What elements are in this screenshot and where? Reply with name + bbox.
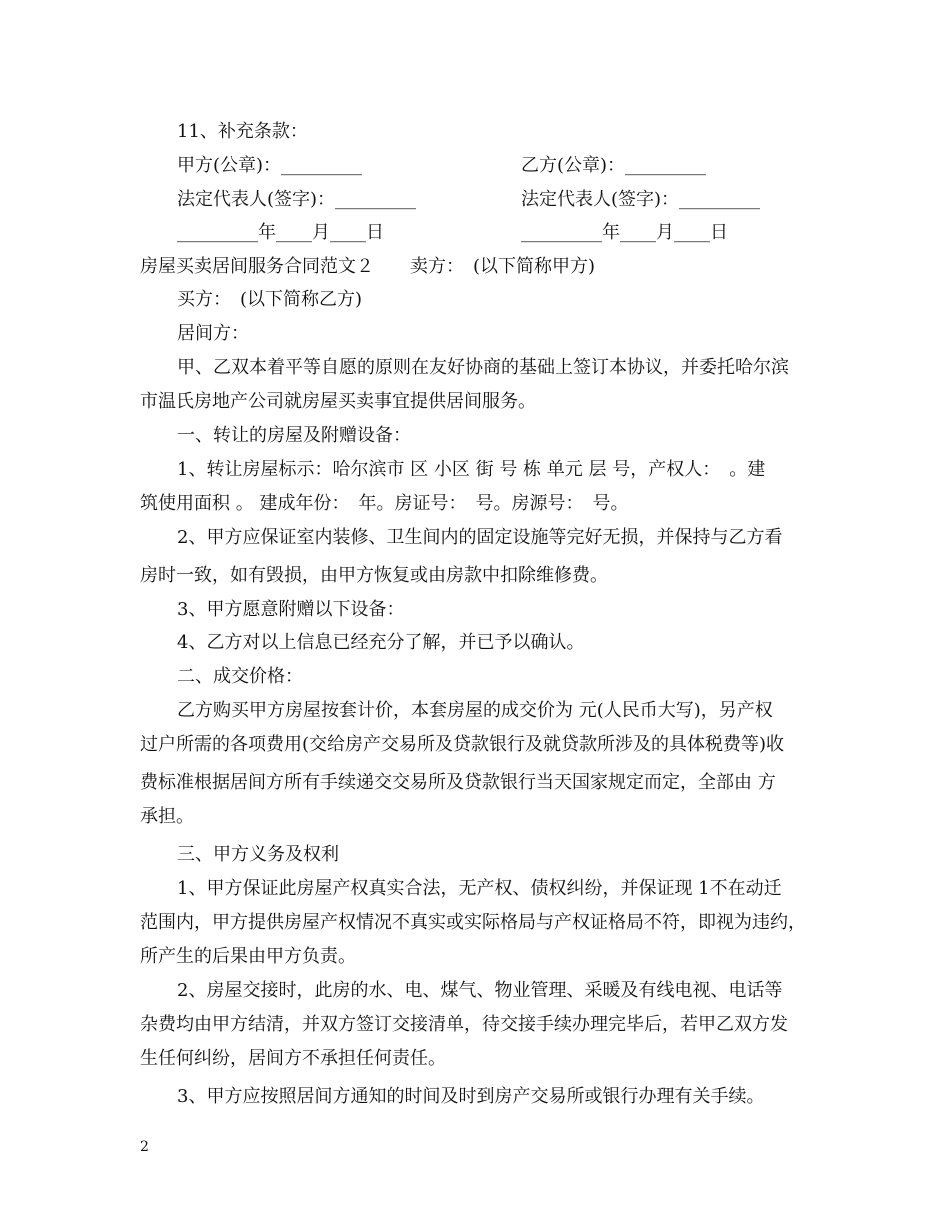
section-2-line-4: 承担。 [140,806,194,827]
section-2-line-3: 费标准根据居间方所有手续递交交易所及贷款银行当天国家规定而定，全部由 方 [140,772,776,793]
buyer-line: 买方： (以下简称乙方) [177,289,363,310]
section-2-line-1: 乙方购买甲方房屋按套计价，本套房屋的成交价为 元(人民币大写)，另产权 [177,700,773,721]
party-b-rep-line: 法定代表人(签字)：_________ [521,189,761,210]
intermediary-line: 居间方： [177,323,249,344]
party-a-date-line: _________年____月____日 [177,222,384,243]
section-3-item-2-line-2: 杂费均由甲方结清，并双方签订交接清单，待交接手续办理完毕后，若甲乙双方发 [140,1014,788,1035]
section-3-item-1-line-2: 范围内，甲方提供房屋产权情况不真实或实际格局与产权证格局不符，即视为违约， [140,912,806,933]
section-1-item-2-line-1: 2、甲方应保证室内装修、卫生间内的固定设施等完好无损，并保持与乙方看 [177,527,783,548]
section-1-title: 一、转让的房屋及附赠设备： [177,425,411,446]
section-2-title: 二、成交价格： [177,666,303,687]
intro-paragraph-line-2: 市温氏房地产公司就房屋买卖事宜提供居间服务。 [140,391,536,412]
section-3-item-2-line-3: 生任何纠纷，居间方不承担任何责任。 [140,1048,446,1069]
clause-11-title: 11、补充条款： [177,121,308,142]
section-1-item-3: 3、甲方愿意附赠以下设备： [177,599,405,620]
intro-paragraph-line-1: 甲、乙双本着平等自愿的原则在友好协商的基础上签订本协议，并委托哈尔滨 [177,357,789,378]
section-1-item-2-line-2: 房时一致，如有毁损，由甲方恢复或由房款中扣除维修费。 [140,565,608,586]
section-3-item-3: 3、甲方应按照居间方通知的时间及时到房产交易所或银行办理有关手续。 [177,1086,765,1107]
section-3-item-1-line-1: 1、甲方保证此房屋产权真实合法，无产权、债权纠纷，并保证现 1不在动迁 [177,878,782,899]
section-2-line-2: 过户所需的各项费用(交给房产交易所及贷款银行及就贷款所涉及的具体税费等)收 [140,734,785,755]
party-b-seal-line: 乙方(公章)：_________ [521,155,707,176]
section-1-item-1-line-1: 1、转让房屋标示：哈尔滨市 区 小区 街 号 栋 单元 层 号，产权人： 。建 [177,459,766,480]
section-1-item-1-line-2: 筑使用面积 。 建成年份： 年。房证号： 号。房源号： 号。 [140,493,629,514]
party-b-date-line: _________年____月____日 [521,222,728,243]
section-3-item-2-line-1: 2、房屋交接时，此房的水、电、煤气、物业管理、采暖及有线电视、电话等 [177,980,783,1001]
party-a-seal-line: 甲方(公章)：_________ [177,155,363,176]
section-3-item-1-line-3: 所产生的后果由甲方负责。 [140,946,356,967]
section-3-title: 三、甲方义务及权利 [177,844,339,865]
page-number: 2 [140,1139,149,1155]
contract-heading: 房屋买卖居间服务合同范文２ 卖方： (以下简称甲方) [140,256,596,277]
section-1-item-4: 4、乙方对以上信息已经充分了解，并已予以确认。 [177,632,585,653]
party-a-rep-line: 法定代表人(签字)：_________ [177,189,417,210]
